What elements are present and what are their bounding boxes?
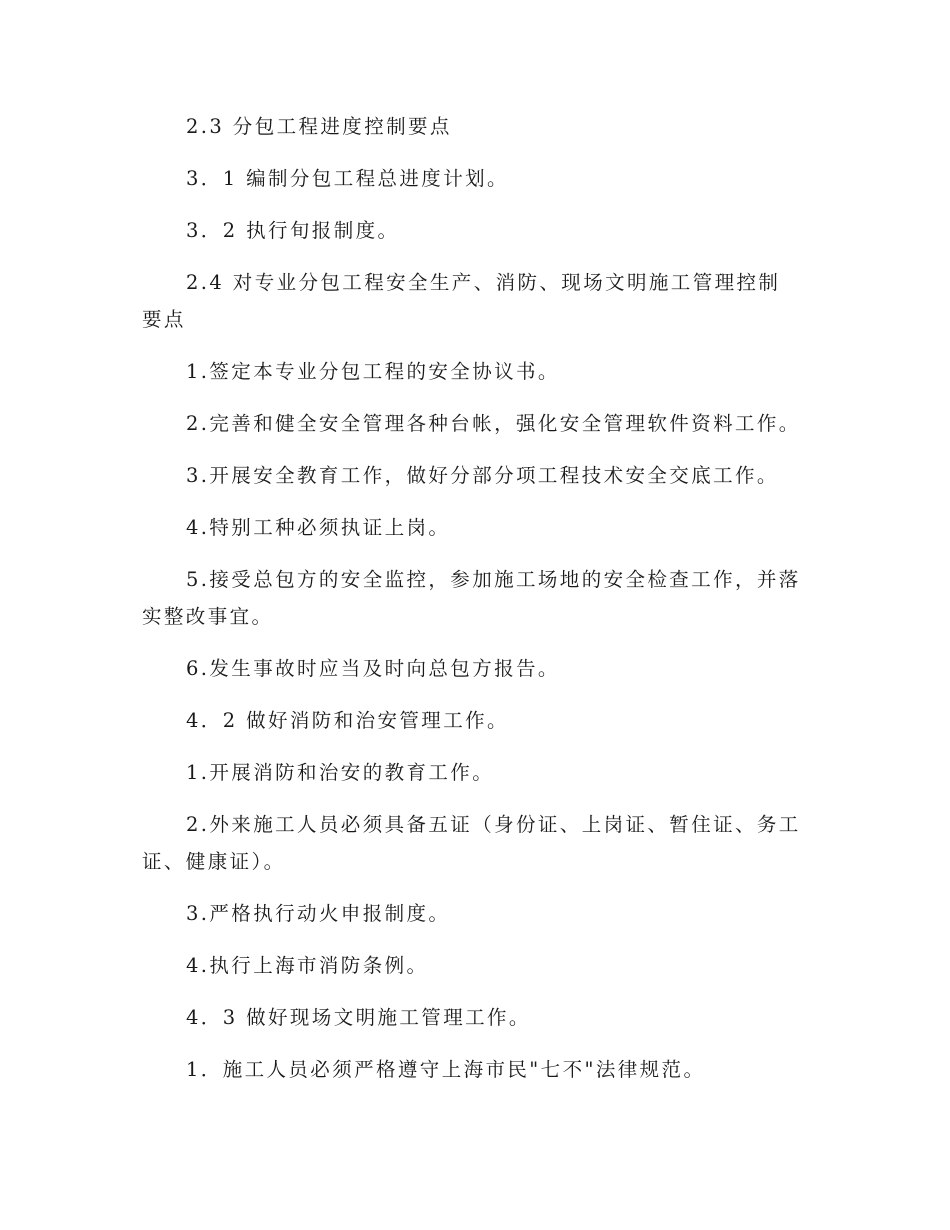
paragraph-safety-item-5: 5.接受总包方的安全监控，参加施工场地的安全检查工作，并落实整改事宜。 [142, 568, 801, 628]
paragraph-safety-item-2: 2.完善和健全安全管理各种台帐，强化安全管理软件资料工作。 [186, 412, 801, 435]
paragraph-4-2-heading: 4．2 做好消防和治安管理工作。 [186, 709, 509, 732]
paragraph-fire-item-2: 2.外来施工人员必须具备五证（身份证、上岗证、暂住证、务工证、健康证）。 [142, 813, 801, 873]
paragraph-fire-item-3: 3.严格执行动火申报制度。 [186, 902, 451, 925]
paragraph-3-2: 3．2 执行旬报制度。 [186, 219, 400, 242]
paragraph-fire-item-4: 4.执行上海市消防条例。 [186, 954, 429, 977]
paragraph-civil-item-1: 1．施工人员必须严格遵守上海市民"七不"法律规范。 [186, 1058, 706, 1081]
paragraph-safety-item-6: 6.发生事故时应当及时向总包方报告。 [186, 657, 560, 680]
paragraph-safety-item-1: 1.签定本专业分包工程的安全协议书。 [186, 360, 560, 383]
paragraph-4-3-heading: 4．3 做好现场文明施工管理工作。 [186, 1006, 531, 1029]
paragraph-2-4-heading: 2.4 对专业分包工程安全生产、消防、现场文明施工管理控制要点 [142, 271, 781, 331]
paragraph-3-1: 3．1 编制分包工程总进度计划。 [186, 167, 509, 190]
paragraph-safety-item-4: 4.特别工种必须执证上岗。 [186, 516, 451, 539]
paragraph-2-3-heading: 2.3 分包工程进度控制要点 [186, 115, 452, 138]
paragraph-safety-item-3: 3.开展安全教育工作，做好分部分项工程技术安全交底工作。 [186, 464, 779, 487]
document-body [142, 108, 802, 1103]
paragraph-fire-item-1: 1.开展消防和治安的教育工作。 [186, 761, 495, 784]
